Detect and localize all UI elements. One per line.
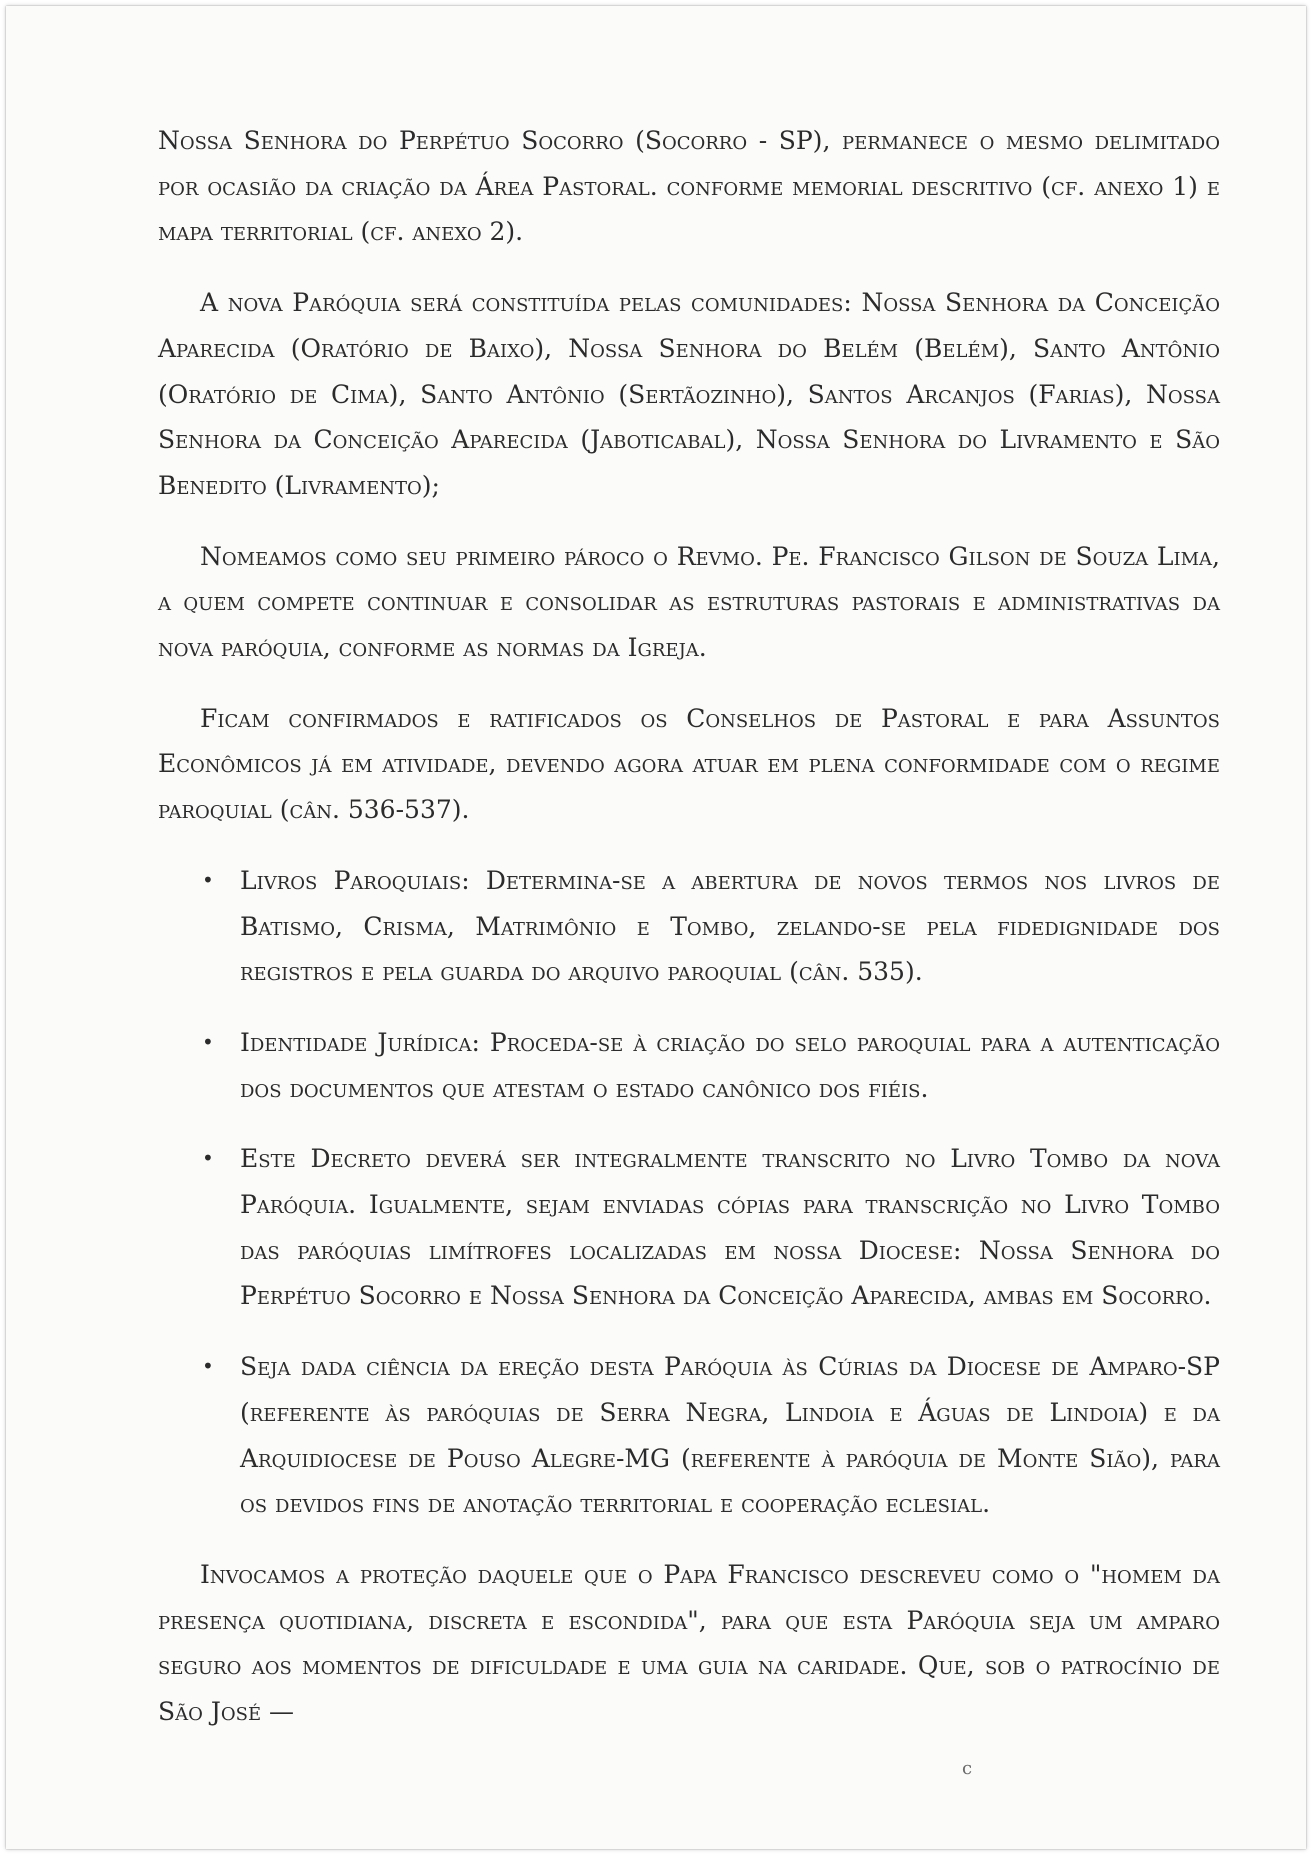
bullet-icon: • (202, 867, 214, 892)
bullet-icon: • (202, 1146, 214, 1171)
paragraph-communities: A nova Paróquia será constituída pelas comunidades: Nossa Senhora da Conceição Aparecida (Oratório de Baixo), Nossa Senhora do Belém (Belém), Santo Antônio (Oratório de Cima), Santo Antônio (Sertãozinho), Santos Arcanjos (Farias), Nossa Senhora da Conceição Aparecida (Jaboticabal), Nossa Senhora do Livramento e São Benedito (Livramento); (158, 288, 1220, 500)
list-item-text: Seja dada ciência da ereção desta Paróquia às Cúrias da Diocese de Amparo-SP (referente às paróquias de Serra Negra, Lindoia e Águas de Lindoia) e da Arquidiocese de Pouso Alegre-MG (referente à paróquia de Monte Sião), para os devidos fins de anotação territorial e cooperação eclesial. (240, 1352, 1220, 1519)
list-item-transcription (202, 1136, 1220, 1319)
bullet-icon: • (202, 1029, 214, 1054)
page-mark: c (962, 1758, 973, 1779)
list-item-legal-identity (202, 1020, 1220, 1111)
paragraph-territory: Nossa Senhora do Perpétuo Socorro (Socorro - SP), permanece o mesmo delimitado por ocasião da criação da Área Pastoral. conforme memorial descritivo (cf. anexo 1) e mapa territorial (cf. anexo 2). (158, 126, 1220, 247)
paragraph-councils: Ficam confirmados e ratificados os Conselhos de Pastoral e para Assuntos Econômicos já em atividade, devendo agora atuar em plena conformidade com o regime paroquial (cân. 536-537). (158, 703, 1220, 825)
list-item-text: Identidade Jurídica: Proceda-se à criação do selo paroquial para a autenticação dos documentos que atestam o estado canônico dos fiéis. (240, 1027, 1220, 1103)
document-page (6, 6, 1306, 1849)
document-body (158, 118, 1220, 1760)
list-item-curia-notice (202, 1344, 1220, 1527)
determinations-list (158, 858, 1220, 1527)
paragraph-parish-priest: Nomeamos como seu primeiro pároco o Revmo. Pe. Francisco Gilson de Souza Lima, a quem compete continuar e consolidar as estruturas pastorais e administrativas da nova paróquia, conforme as normas da Igreja. (158, 541, 1220, 663)
list-item-parish-books (202, 858, 1220, 995)
bullet-icon: • (202, 1354, 214, 1379)
list-item-text: Livros Paroquiais: Determina-se a abertura de novos termos nos livros de Batismo, Crisma, Matrimônio e Tombo, zelando-se pela fidedignidade dos registros e pela guarda do arquivo paroquial (cân. 535). (240, 865, 1220, 987)
list-item-text: Este Decreto deverá ser integralmente transcrito no Livro Tombo da nova Paróquia. Igualmente, sejam enviadas cópias para transcrição no Livro Tombo das paróquias limítrofes localizadas em nossa Diocese: Nossa Senhora do Perpétuo Socorro e Nossa Senhora da Conceição Aparecida, ambas em Socorro. (240, 1144, 1220, 1311)
paragraph-invocation: Invocamos a proteção daquele que o Papa Francisco descreveu como o "homem da presença quotidiana, discreta e escondida", para que esta Paróquia seja um amparo seguro aos momentos de dificuldade e uma guia na caridade. Que, sob o patrocínio de São José — (158, 1559, 1220, 1727)
